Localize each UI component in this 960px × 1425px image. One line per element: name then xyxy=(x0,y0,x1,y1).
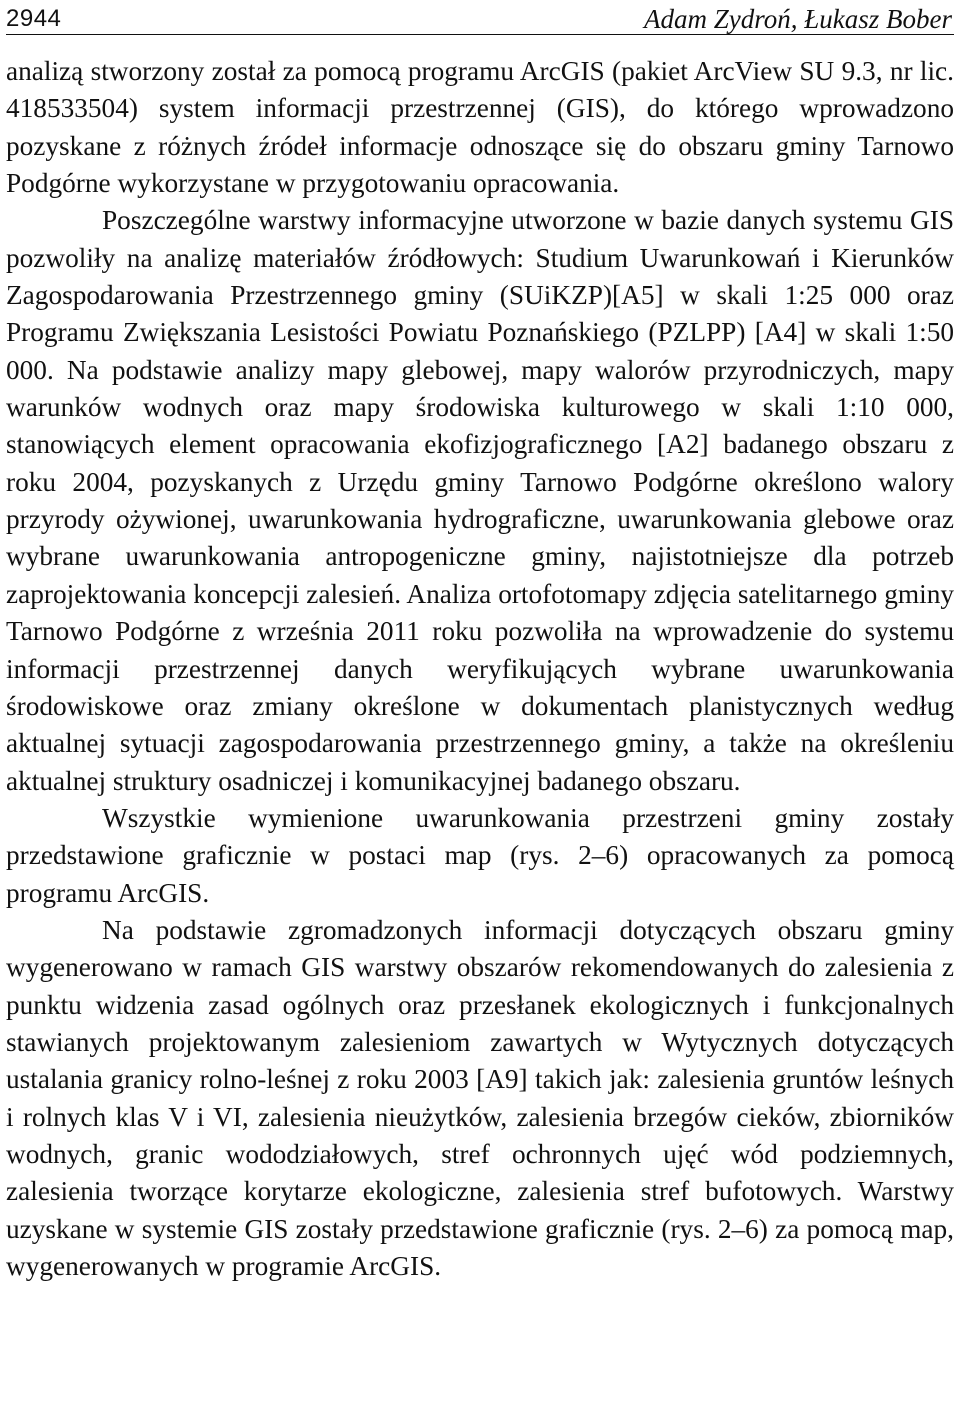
paragraph-2: Poszczególne warstwy informacyjne utworzone w bazie danych systemu GIS pozwoliły na analizę materiałów źródłowych: Studium Uwarunkowań i Kierunków Zagospodarowania Przestrzennego gminy (SUiKZP)[A5] w skali 1:25 000 oraz Programu Zwiększania Lesistości Powiatu Poznańskiego (PZLPP) [A4] w skali 1:50 000. Na podstawie analizy mapy glebowej, mapy walorów przyrodniczych, mapy warunków wodnych oraz mapy środowiska kulturowego w skali 1:10 000, stanowiących element opracowania ekofizjograficznego [A2] badanego obszaru z roku 2004, pozyskanych z Urzędu gminy Tarnowo Podgórne określono walory przyrody ożywionej, uwarunkowania hydrograficzne, uwarunkowania glebowe oraz wybrane uwarunkowania antropogeniczne gminy, najistotniejsze dla potrzeb zaprojektowania koncepcji zalesień. Analiza ortofotomapy zdjęcia satelitarnego gminy Tarnowo Podgórne z września 2011 roku pozwoliła na wprowadzenie do systemu informacji przestrzennej danych weryfikujących wybrane uwarunkowania środowiskowe oraz zmiany określone w dokumentach planistycznych według aktualnej sytuacji zagospodarowania przestrzennego gminy, a także na określeniu aktualnej struktury osadniczej i komunikacyjnej badanego obszaru. xyxy=(6,205,954,796)
body-text xyxy=(6,53,954,1285)
page-number: 2944 xyxy=(6,5,62,32)
paragraph-3: Wszystkie wymienione uwarunkowania przestrzeni gminy zostały przedstawione graficznie w postaci map (rys. 2–6) opracowanych za pomocą programu ArcGIS. xyxy=(6,802,954,908)
running-header xyxy=(6,0,954,35)
paragraph-1: analizą stworzony został za pomocą programu ArcGIS (pakiet ArcView SU 9.3, nr lic. 418533504) system informacji przestrzennej (GIS), do którego wprowadzono pozyskane z różnych źródeł informacje odnoszące się do obszaru gminy Tarnowo Podgórne wykorzystane w przygotowaniu opracowania. xyxy=(6,56,954,199)
paragraph-4: Na podstawie zgromadzonych informacji dotyczących obszaru gminy wygenerowano w ramach GIS warstwy obszarów rekomendowanych do zalesienia z punktu widzenia zasad ogólnych oraz przesłanek ekologicznych i funkcjonalnych stawianych projektowanym zalesieniom zawartych w Wytycznych dotyczących ustalania granicy rolno-leśnej z roku 2003 [A9] takich jak: zalesienia gruntów leśnych i rolnych klas V i VI, zalesienia nieużytków, zalesienia brzegów cieków, zbiorników wodnych, granic wododziałowych, stref ochronnych ujęć wód podziemnych, zalesienia tworzące korytarze ekologiczne, zalesienia stref bufotowych. Warstwy uzyskane w systemie GIS zostały przedstawione graficznie (rys. 2–6) za pomocą map, wygenerowanych w programie ArcGIS. xyxy=(6,914,954,1281)
document-page xyxy=(6,0,954,1285)
running-title-authors: Adam Zydroń, Łukasz Bober xyxy=(644,4,952,34)
